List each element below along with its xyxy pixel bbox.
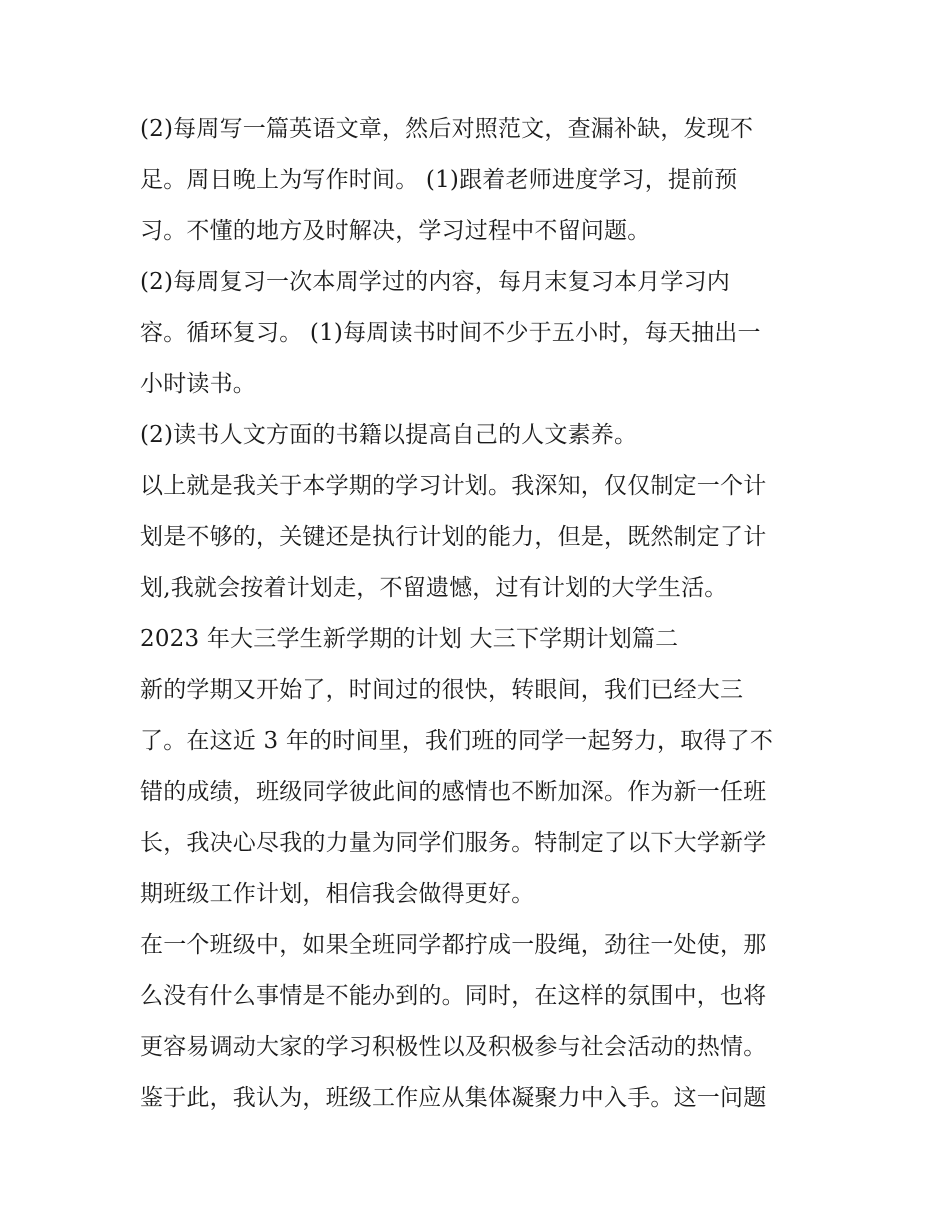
text-line: 错的成绩，班级同学彼此间的感情也不断加深。作为新一任班 <box>140 779 767 805</box>
text-line: 了。在这近 3 年的时间里，我们班的同学一起努力，取得了不 <box>140 728 774 754</box>
document-body <box>140 104 820 1124</box>
text-line: 长，我决心尽我的力量为同学们服务。特制定了以下大学新学 <box>140 830 767 856</box>
text-line: (2)每周写一篇英语文章，然后对照范文，查漏补缺，发现不 <box>140 116 754 142</box>
text-line: 新的学期又开始了，时间过的很快，转眼间，我们已经大三 <box>140 677 744 703</box>
text-line: 鉴于此，我认为，班级工作应从集体凝聚力中入手。这一问题 <box>140 1085 767 1111</box>
text-line: 在一个班级中，如果全班同学都拧成一股绳，劲往一处使，那 <box>140 932 767 958</box>
text-line: 么没有什么事情是不能办到的。同时，在这样的氛围中，也将 <box>140 983 767 1009</box>
text-line: 期班级工作计划，相信我会做得更好。 <box>140 881 535 907</box>
text-line: (2)读书人文方面的书籍以提高自己的人文素养。 <box>140 422 638 448</box>
text-line: 小时读书。 <box>140 371 256 397</box>
text-line: 划是不够的，关键还是执行计划的能力，但是，既然制定了计 <box>140 524 767 550</box>
text-line: 容。循环复习。 (1)每周读书时间不少于五小时，每天抽出一 <box>140 320 761 346</box>
text-line: 更容易调动大家的学习积极性以及积极参与社会活动的热情。 <box>140 1034 767 1060</box>
text-line: 习。不懂的地方及时解决，学习过程中不留问题。 <box>140 218 651 244</box>
text-line: 足。周日晚上为写作时间。 (1)跟着老师进度学习，提前预 <box>140 167 738 193</box>
text-line: 以上就是我关于本学期的学习计划。我深知，仅仅制定一个计 <box>140 473 767 499</box>
section-heading: 2023 年大三学生新学期的计划 大三下学期计划篇二 <box>140 626 679 652</box>
text-line: (2)每周复习一次本周学过的内容，每月末复习本月学习内 <box>140 269 730 295</box>
text-line: 划,我就会按着计划走，不留遗憾，过有计划的大学生活。 <box>140 575 728 601</box>
